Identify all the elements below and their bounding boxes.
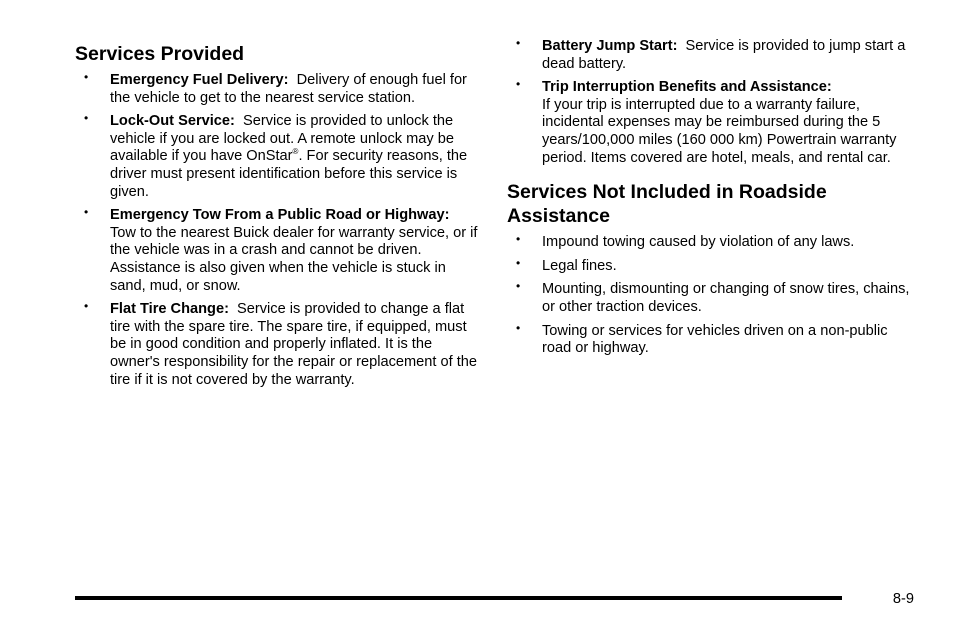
item-text: Tow to the nearest Buick dealer for warranty service, or if the vehicle was in a crash and cannot be driven. Assistance is also given when the vehicle is stuck in sand, mud, or snow.	[110, 224, 478, 294]
item-text: Mounting, dismounting or changing of snow tires, chains, or other traction devices.	[542, 281, 910, 315]
list-item	[75, 207, 480, 295]
services-list-continued	[507, 38, 912, 167]
item-text: Service is provided to jump start a dead battery.	[542, 38, 906, 72]
list-item	[75, 301, 480, 389]
bullet-icon: •	[516, 77, 521, 92]
list-item	[507, 234, 912, 252]
bullet-icon: •	[516, 232, 521, 247]
item-text: Service is provided to change a flat tire with the spare tire. The spare tire, if equipped, must be in good condition and properly inflated. It is the owner's responsibility for the repair or replacement of the tire if it is not covered by the warranty.	[110, 301, 477, 388]
section-heading: Services Provided	[75, 43, 245, 65]
right-column	[507, 0, 912, 364]
footer-rule	[75, 596, 842, 600]
exclusions-list	[507, 234, 912, 358]
item-term: Flat Tire Change:	[110, 301, 229, 318]
bullet-icon: •	[516, 279, 521, 294]
bullet-icon: •	[84, 111, 89, 126]
item-text: If your trip is interrupted due to a warranty failure, incidental expenses may be reimbursed during the 5 years/100,000 miles (160 000 km) Powertrain warranty period. Items covered are hotel, meals, and rental car.	[542, 96, 897, 166]
list-item	[507, 320, 912, 358]
item-text: Delivery of enough fuel for the vehicle to get to the nearest service station.	[110, 72, 467, 106]
services-list	[75, 72, 480, 389]
item-text: Impound towing caused by violation of any laws.	[542, 234, 855, 251]
item-term: Emergency Fuel Delivery:	[110, 72, 289, 88]
bullet-icon: •	[84, 70, 89, 84]
item-term: Lock-Out Service:	[110, 113, 235, 130]
list-item	[507, 79, 912, 167]
list-item	[75, 72, 480, 107]
registered-mark: ®	[292, 147, 299, 157]
bullet-icon: •	[516, 255, 521, 270]
item-term: Trip Interruption Benefits and Assistance:	[542, 79, 832, 96]
bullet-icon: •	[84, 299, 89, 314]
section-heading: Services Not Included in Roadside Assistance	[507, 181, 827, 228]
bullet-icon: •	[84, 205, 89, 220]
bullet-icon: •	[516, 320, 521, 335]
item-text: . For security reasons, the driver must present identification before this service is given.	[110, 148, 468, 200]
item-term: Emergency Tow From a Public Road or Highway:	[110, 207, 450, 224]
list-item	[75, 113, 480, 201]
left-column	[75, 0, 480, 395]
list-item	[507, 255, 912, 276]
list-item	[507, 281, 912, 316]
item-text: Legal fines.	[542, 257, 617, 274]
item-text: Service is provided to unlock the vehicle if you are locked out. A remote unlock may be available if you have OnStar	[110, 113, 454, 165]
bullet-icon: •	[516, 36, 521, 50]
item-term: Battery Jump Start:	[542, 38, 678, 54]
list-item	[507, 38, 912, 73]
page-number: 8-9	[892, 591, 914, 607]
item-text: Towing or services for vehicles driven on a non-public road or highway.	[542, 322, 888, 357]
